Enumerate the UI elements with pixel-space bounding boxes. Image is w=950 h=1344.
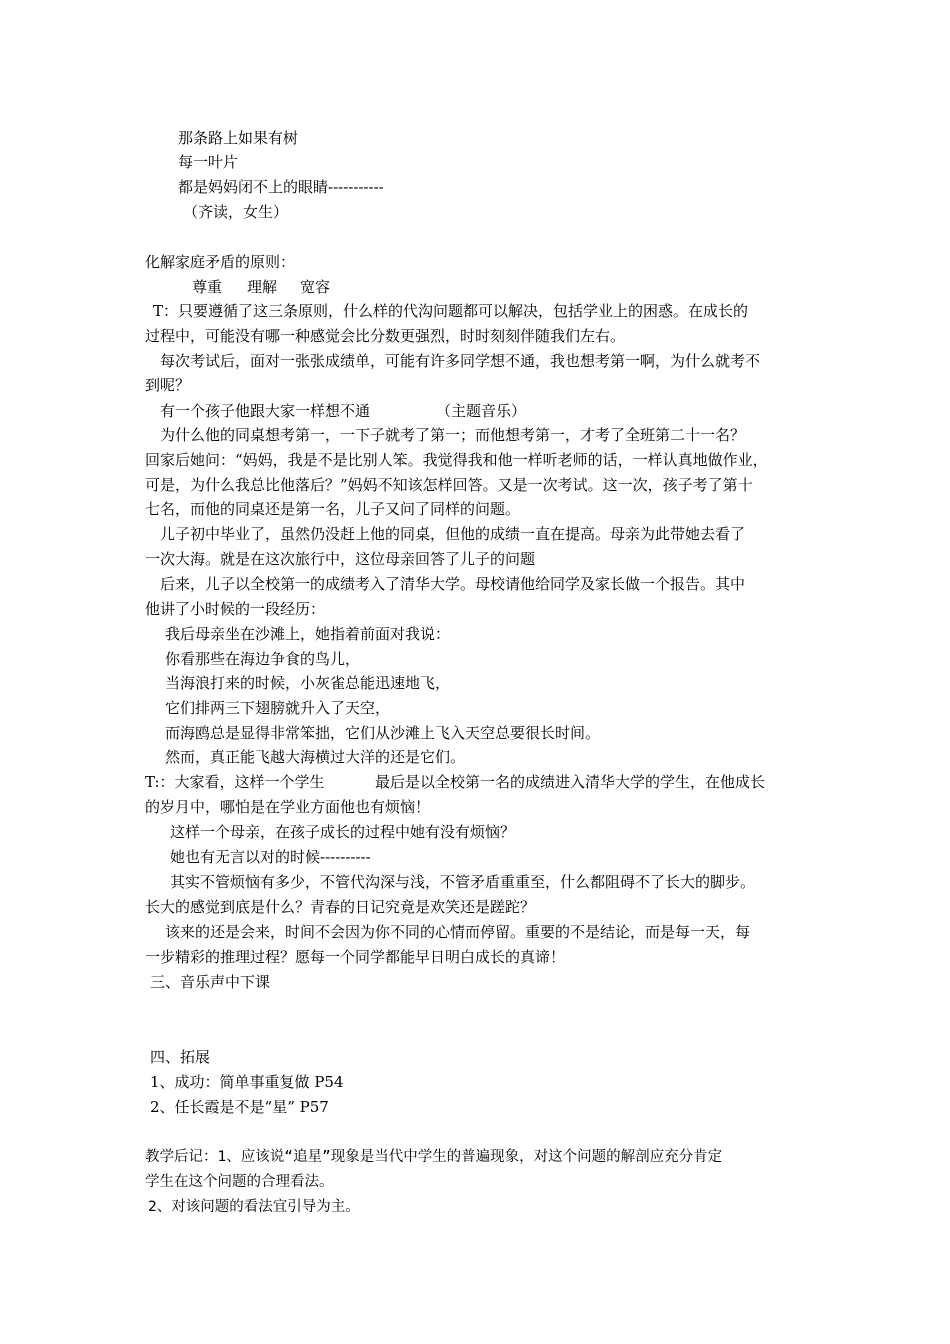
paragraph-line: 她也有无言以对的时候---------- xyxy=(170,848,371,866)
paragraph-line: 他讲了小时候的一段经历： xyxy=(145,600,326,618)
paragraph-line: 过程中，可能没有哪一种感觉会比分数更强烈，时时刻刻伴随我们左右。 xyxy=(145,327,626,345)
story-line: 它们排两三下翅膀就升入了天空， xyxy=(165,699,391,717)
paragraph-line: 的岁月中，哪怕是在学业方面他也有烦恼！ xyxy=(145,798,431,816)
extension-item: 2、任长霞是不是“星” P57 xyxy=(150,1098,329,1116)
paragraph-line: 七名，而他的同桌还是第一名，儿子又问了同样的问题。 xyxy=(145,500,521,518)
story-line: 然而，真正能飞越大海横过大洋的还是它们。 xyxy=(165,748,466,766)
principles-heading: 化解家庭矛盾的原则： xyxy=(145,253,296,271)
teaching-note: 教学后记：1、应该说“追星”现象是当代中学生的普遍现象，对这个问题的解剖应充分肯定 xyxy=(145,1149,723,1165)
paragraph-line: 可是，为什么我总比他落后？”妈妈不知该怎样回答。又是一次考试。这一次，孩子考了第十 xyxy=(145,476,753,494)
paragraph-line: 长大的感觉到底是什么？青春的日记究竟是欢笑还是蹉跎？ xyxy=(145,898,536,916)
paragraph-line: T:：大家看，这样一个学生 xyxy=(145,773,325,791)
teaching-note: 2、对该问题的看法宜引导为主。 xyxy=(148,1199,360,1215)
paragraph-line: 儿子初中毕业了，虽然仍没赶上他的同桌，但他的成绩一直在提高。母亲为此带她去看了 xyxy=(160,525,746,543)
paragraph-line: 有一个孩子他跟大家一样想不通 xyxy=(160,402,371,420)
paragraph-line: 一次大海。就是在这次旅行中，这位母亲回答了儿子的问题 xyxy=(145,550,536,568)
paragraph-line: 这样一个母亲，在孩子成长的过程中她有没有烦恼？ xyxy=(170,823,516,841)
section-heading: 三、音乐声中下课 xyxy=(150,973,271,991)
principle-item: 尊重 xyxy=(192,278,223,296)
story-line: 我后母亲坐在沙滩上，她指着前面对我说： xyxy=(165,625,451,643)
paragraph-line: 其实不管烦恼有多少，不管代沟深与浅，不管矛盾重重至，什么都阻碍不了长大的脚步。 xyxy=(170,873,756,891)
paragraph-line: 为什么他的同桌想考第一，一下子就考了第一；而他想考第一，才考了全班第二十一名？ xyxy=(160,426,746,444)
poem-line: 那条路上如果有树 xyxy=(178,129,299,147)
paragraph-line: 到呢？ xyxy=(145,376,191,394)
poem-note: （齐读，女生） xyxy=(183,203,289,221)
paragraph-line: 后来，儿子以全校第一的成绩考入了清华大学。母校请他给同学及家长做一个报告。其中 xyxy=(160,575,746,593)
teaching-note: 学生在这个问题的合理看法。 xyxy=(145,1174,334,1190)
principle-item: 理解 xyxy=(247,278,278,296)
story-line: 当海浪打来的时候，小灰雀总能迅速地飞， xyxy=(165,674,451,692)
principle-item: 宽容 xyxy=(300,278,331,296)
music-note: （主题音乐） xyxy=(436,402,527,420)
section-heading: 四、拓展 xyxy=(150,1048,211,1066)
paragraph-line: T：只要遵循了这三条原则，什么样的代沟问题都可以解决，包括学业上的困惑。在成长的 xyxy=(153,302,749,320)
paragraph-line: 一步精彩的推理过程？愿每一个同学都能早日明白成长的真谛！ xyxy=(145,948,566,966)
paragraph-line: 该来的还是会来，时间不会因为你不同的心情而停留。重要的不是结论，而是每一天，每 xyxy=(165,923,751,941)
story-line: 你看那些在海边争食的鸟儿， xyxy=(165,650,361,668)
poem-line: 每一叶片 xyxy=(178,153,239,171)
poem-line: 都是妈妈闭不上的眼睛----------- xyxy=(178,178,384,196)
story-line: 而海鸥总是显得非常笨拙，它们从沙滩上飞入天空总要很长时间。 xyxy=(165,724,601,742)
paragraph-line: 回家后她问：“妈妈，我是不是比别人笨。我觉得我和他一样听老师的话，一样认真地做作业， xyxy=(145,451,768,469)
paragraph-line: 最后是以全校第一名的成绩进入清华大学的学生，在他成长 xyxy=(375,773,766,791)
extension-item: 1、成功：简单事重复做 P54 xyxy=(150,1073,344,1091)
paragraph-line: 每次考试后，面对一张张成绩单，可能有许多同学想不通，我也想考第一啊，为什么就考不 xyxy=(160,352,761,370)
